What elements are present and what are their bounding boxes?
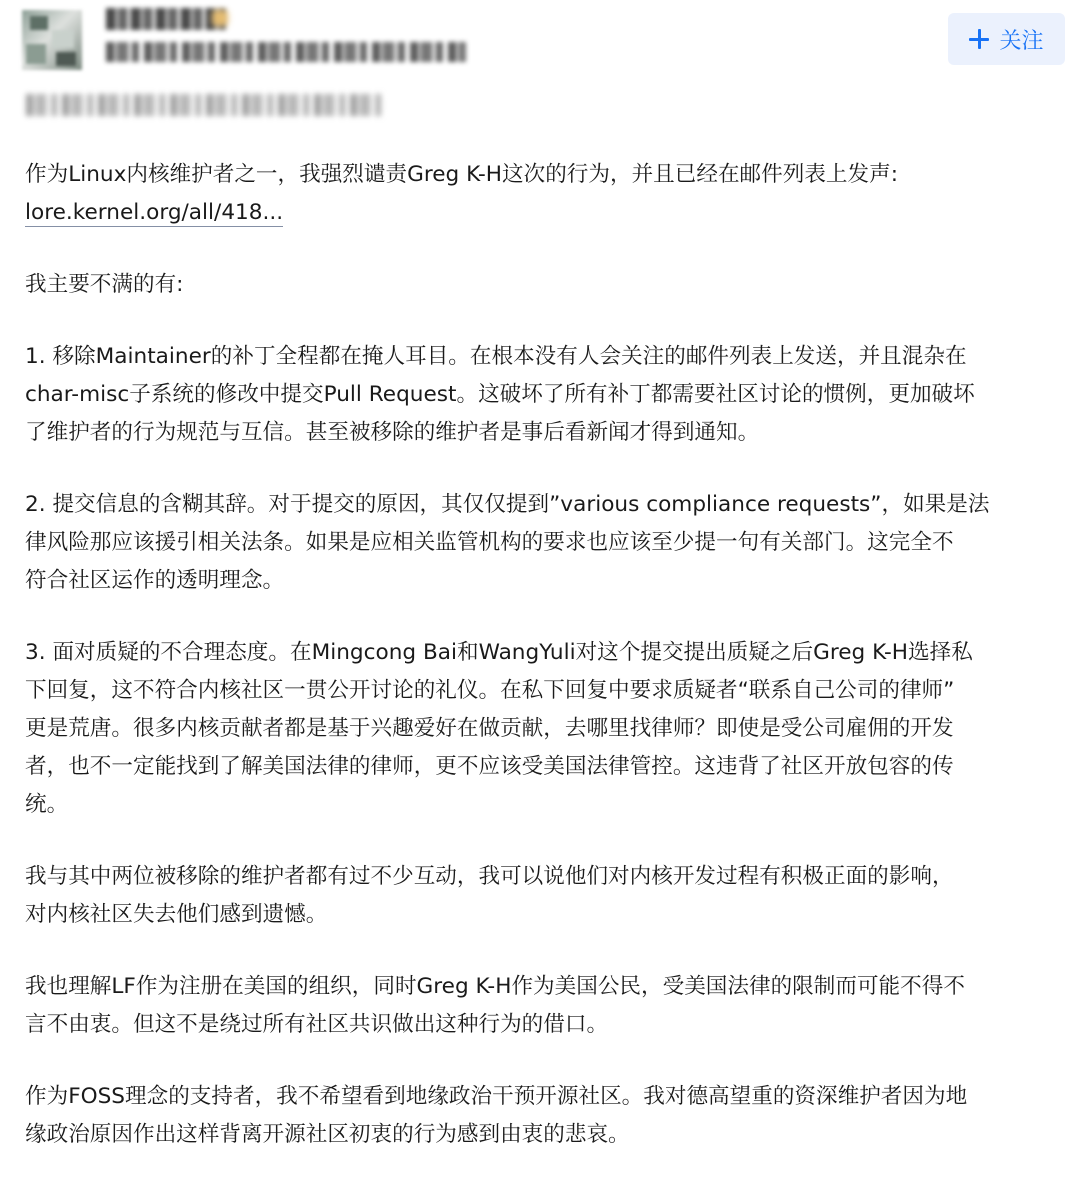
- paragraph-line: 缘政治原因作出这样背离开源社区初衷的行为感到由衷的悲哀。: [25, 1122, 630, 1147]
- paragraph-line: 作为FOSS理念的支持者，我不希望看到地缘政治干预开源社区。我对德高望重的资深维护者因为地: [25, 1084, 968, 1109]
- paragraph-line: 我主要不满的有:: [25, 272, 184, 297]
- paragraph: [25, 968, 1065, 1044]
- paragraph-line: 3. 面对质疑的不合理态度。在Mingcong Bai和WangYuli对这个提交提出质疑之后Greg K-H选择私: [25, 640, 973, 665]
- paragraph-line: 了维护者的行为规范与互信。甚至被移除的维护者是事后看新闻才得到通知。: [25, 420, 760, 445]
- paragraph-line: 言不由衷。但这不是绕过所有社区共识做出这种行为的借口。: [25, 1012, 609, 1037]
- post-meta-redacted: [26, 94, 386, 116]
- paragraph-line: 律风险那应该援引相关法条。如果是应相关监管机构的要求也应该至少提一句有关部门。这完全不: [25, 530, 954, 555]
- paragraph-line: 更是荒唐。很多内核贡献者都是基于兴趣爱好在做贡献，去哪里找律师？即使是受公司雇佣的开发: [25, 716, 954, 741]
- paragraph-line: 1. 移除Maintainer的补丁全程都在掩人耳目。在根本没有人会关注的邮件列表上发送，并且混杂在: [25, 344, 967, 369]
- author-headline-redacted: [106, 42, 466, 62]
- paragraph-line: 者，也不一定能找到了解美国法律的律师，更不应该受美国法律管控。这违背了社区开放包容的传: [25, 754, 954, 779]
- post-header: [0, 0, 1080, 140]
- paragraph: [25, 338, 1065, 452]
- paragraph-line: char-misc子系统的修改中提交Pull Request。这破坏了所有补丁都需要社区讨论的惯例，更加破坏: [25, 382, 975, 407]
- paragraph: [25, 486, 1065, 600]
- paragraph: [25, 266, 1065, 304]
- follow-button[interactable]: [948, 13, 1065, 65]
- badge-icon: [212, 10, 228, 26]
- paragraph: [25, 1078, 1065, 1154]
- paragraph-line: 2. 提交信息的含糊其辞。对于提交的原因，其仅仅提到”various compliance requests”，如果是法: [25, 492, 990, 517]
- author-name-redacted[interactable]: [106, 8, 226, 30]
- paragraph: [25, 634, 1065, 824]
- paragraph: [25, 858, 1065, 934]
- paragraph-line: 符合社区运作的透明理念。: [25, 568, 285, 593]
- paragraph-line: 对内核社区失去他们感到遗憾。: [25, 902, 328, 927]
- paragraph-line: 统。: [25, 792, 69, 817]
- follow-button-label: 关注: [999, 28, 1044, 54]
- post-content: [25, 156, 1065, 1188]
- lore-kernel-link[interactable]: lore.kernel.org/all/418...: [25, 200, 284, 225]
- link-line: [25, 194, 1065, 232]
- paragraph-line: 我与其中两位被移除的维护者都有过不少互动，我可以说他们对内核开发过程有积极正面的影响，: [25, 864, 954, 889]
- paragraph-line: 作为Linux内核维护者之一，我强烈谴责Greg K-H这次的行为，并且已经在邮件列表上发声:: [25, 162, 898, 187]
- plus-icon: [969, 29, 989, 49]
- paragraph: [25, 156, 1065, 232]
- avatar[interactable]: [22, 10, 82, 70]
- paragraph-line: 下回复，这不符合内核社区一贯公开讨论的礼仪。在私下回复中要求质疑者“联系自己公司的律师”: [25, 678, 955, 703]
- paragraph-line: 我也理解LF作为注册在美国的组织，同时Greg K-H作为美国公民，受美国法律的限制而可能不得不: [25, 974, 965, 999]
